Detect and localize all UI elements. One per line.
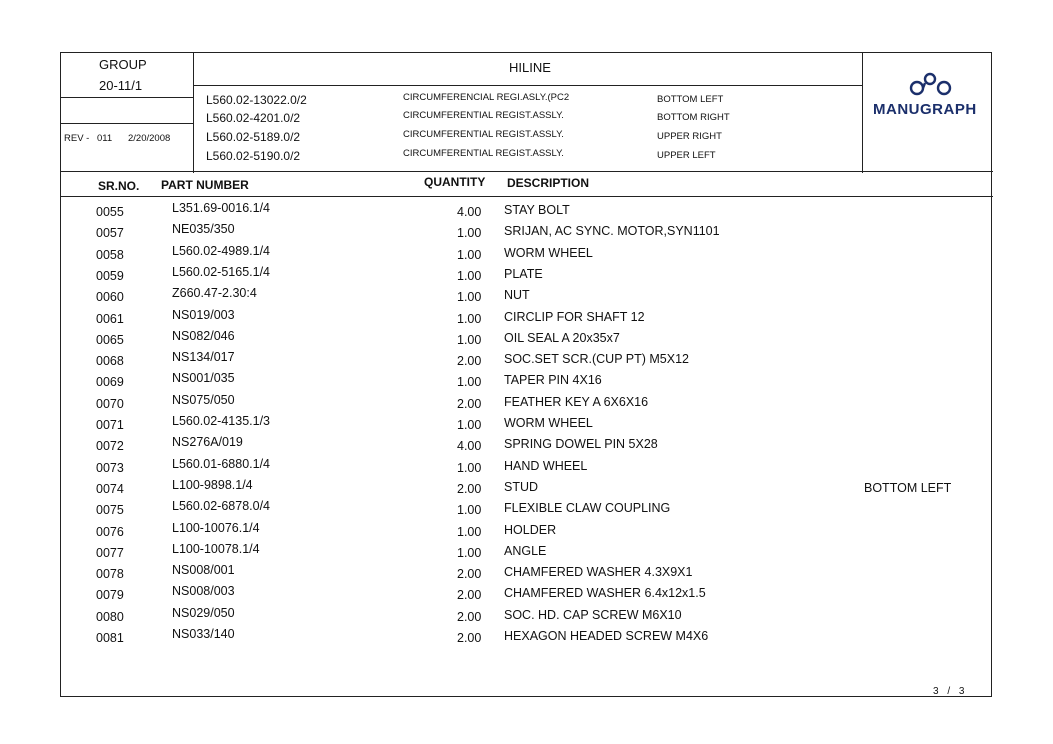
row-part-number: NS134/017	[172, 350, 235, 365]
row-description: NUT	[504, 288, 530, 303]
group-value: 20-11/1	[99, 78, 143, 93]
row-quantity: 4.00	[457, 439, 482, 454]
group-rule-1	[61, 97, 194, 98]
page-title: HILINE	[509, 60, 551, 75]
row-description: STAY BOLT	[504, 203, 570, 217]
row-srno: 0078	[96, 567, 124, 582]
table-row	[61, 627, 993, 648]
row-quantity: 1.00	[457, 247, 482, 262]
row-quantity: 1.00	[457, 460, 482, 475]
table-row	[61, 265, 993, 286]
row-srno: 0080	[96, 609, 124, 624]
row-quantity: 1.00	[457, 268, 482, 283]
row-description: ANGLE	[504, 543, 547, 558]
row-quantity: 2.00	[457, 481, 482, 496]
page-number	[933, 686, 964, 697]
table-row	[61, 222, 993, 243]
row-srno: 0070	[96, 396, 124, 411]
row-description: STUD	[504, 479, 539, 494]
assembly-desc: CIRCUMFERENTIAL REGIST.ASSLY.	[403, 148, 564, 159]
assembly-pos: UPPER RIGHT	[657, 131, 722, 142]
table-row	[61, 563, 993, 584]
row-part-number: Z660.47-2.30:4	[172, 286, 257, 301]
row-part-number: L351.69-0016.1/4	[172, 201, 271, 215]
table-row	[61, 350, 993, 371]
table-row	[61, 435, 993, 456]
table-row	[61, 308, 993, 329]
assembly-pos: BOTTOM RIGHT	[657, 112, 730, 123]
assembly-pos: UPPER LEFT	[657, 150, 716, 161]
row-part-number: L560.02-5165.1/4	[172, 264, 271, 279]
row-srno: 0069	[96, 375, 124, 390]
row-quantity: 1.00	[457, 311, 482, 326]
assembly-part: L560.02-4201.0/2	[206, 111, 301, 125]
row-srno: 0058	[96, 247, 124, 262]
assembly-part: L560.02-13022.0/2	[206, 93, 307, 107]
table-row	[61, 499, 993, 520]
row-srno: 0071	[96, 418, 124, 432]
header-bottom-rule	[61, 171, 993, 172]
row-part-number: NS001/035	[172, 371, 235, 386]
row-srno: 0059	[96, 268, 124, 283]
page-total: 3	[958, 686, 965, 697]
row-part-number: L100-9898.1/4	[172, 477, 253, 492]
table-row	[61, 606, 993, 627]
col-header-srno: SR.NO.	[98, 179, 140, 193]
row-part-number: NS008/003	[172, 584, 235, 599]
row-description: CHAMFERED WASHER 4.3X9X1	[504, 565, 693, 580]
assembly-desc: CIRCUMFERENTIAL REGIST.ASSLY.	[403, 110, 564, 121]
row-srno: 0060	[96, 290, 124, 305]
row-description: TAPER PIN 4X16	[504, 373, 602, 388]
logo-mark-icon	[873, 71, 989, 99]
row-description: HOLDER	[504, 522, 557, 537]
group-label: GROUP	[99, 57, 147, 72]
row-part-number: L560.02-4135.1/3	[172, 414, 271, 428]
row-srno: 0061	[96, 311, 124, 326]
row-quantity: 2.00	[457, 588, 482, 603]
col-header-part-number: PART NUMBER	[161, 178, 249, 192]
page-separator: /	[947, 686, 951, 697]
row-part-number: NS008/001	[172, 563, 235, 578]
row-part-number: NS033/140	[172, 627, 235, 641]
row-part-number: NS019/003	[172, 307, 235, 322]
row-srno: 0079	[96, 588, 124, 603]
assembly-desc: CIRCUMFERENCIAL REGI.ASLY.(PC2	[403, 92, 570, 103]
table-row	[61, 542, 993, 563]
row-quantity: 4.00	[457, 205, 482, 219]
table-row	[61, 584, 993, 605]
rev-value: 011	[97, 133, 113, 144]
row-part-number: NS029/050	[172, 605, 235, 620]
assembly-desc: CIRCUMFERENTIAL REGIST.ASSLY.	[403, 129, 564, 140]
row-srno: 0081	[96, 631, 124, 645]
row-quantity: 1.00	[457, 332, 482, 347]
row-quantity: 1.00	[457, 226, 482, 241]
row-description: WORM WHEEL	[504, 416, 593, 430]
rev-date: 2/20/2008	[128, 133, 171, 144]
row-description: CIRCLIP FOR SHAFT 12	[504, 309, 645, 324]
row-quantity: 1.00	[457, 503, 482, 518]
rev-label: REV -	[64, 133, 90, 144]
table-row	[61, 201, 993, 222]
logo-text: MANUGRAPH	[873, 101, 977, 118]
table-row	[61, 521, 993, 542]
table-row	[61, 371, 993, 392]
document-frame	[60, 52, 992, 697]
row-srno: 0077	[96, 545, 124, 560]
row-description: OIL SEAL A 20x35x7	[504, 330, 620, 345]
table-row	[61, 457, 993, 478]
row-description: SPRING DOWEL PIN 5X28	[504, 437, 658, 452]
assembly-part: L560.02-5190.0/2	[206, 149, 301, 163]
row-srno: 0075	[96, 503, 124, 518]
row-quantity: 2.00	[457, 609, 482, 624]
header-divider-right	[862, 53, 863, 173]
row-srno: 0073	[96, 460, 124, 475]
row-srno: 0072	[96, 439, 124, 454]
row-description: SOC. HD. CAP SCREW M6X10	[504, 607, 682, 622]
row-part-number: NS082/046	[172, 328, 235, 343]
row-quantity: 2.00	[457, 631, 482, 645]
assembly-pos: BOTTOM LEFT	[657, 94, 724, 105]
row-description: HEXAGON HEADED SCREW M4X6	[504, 629, 709, 643]
row-part-number: L560.01-6880.1/4	[172, 456, 271, 471]
row-quantity: 1.00	[457, 290, 482, 305]
row-quantity: 2.00	[457, 354, 482, 369]
page-current: 3	[933, 686, 939, 697]
row-note: BOTTOM LEFT	[864, 480, 952, 495]
row-description: PLATE	[504, 266, 543, 281]
col-header-quantity: QUANTITY	[424, 175, 486, 189]
row-quantity: 1.00	[457, 375, 482, 390]
row-srno: 0057	[96, 226, 124, 241]
row-srno: 0068	[96, 354, 124, 369]
row-srno: 0076	[96, 524, 124, 539]
row-part-number: NS276A/019	[172, 435, 243, 450]
table-row	[61, 286, 993, 307]
row-srno: 0055	[96, 205, 124, 219]
company-logo	[873, 71, 989, 121]
row-part-number: NS075/050	[172, 392, 235, 407]
row-description: SRIJAN, AC SYNC. MOTOR,SYN1101	[504, 224, 720, 239]
row-part-number: L100-10076.1/4	[172, 520, 260, 535]
row-description: CHAMFERED WASHER 6.4x12x1.5	[504, 586, 706, 601]
row-description: FLEXIBLE CLAW COUPLING	[504, 501, 671, 516]
row-quantity: 1.00	[457, 545, 482, 560]
assembly-part: L560.02-5189.0/2	[206, 130, 301, 144]
header-divider-left	[193, 53, 194, 173]
table-row	[61, 329, 993, 350]
row-quantity: 2.00	[457, 396, 482, 411]
column-header-rule	[61, 196, 993, 197]
row-description: FEATHER KEY A 6X6X16	[504, 394, 649, 409]
table-row	[61, 244, 993, 265]
row-part-number: NE035/350	[172, 222, 235, 237]
row-srno: 0065	[96, 332, 124, 347]
row-part-number: L560.02-4989.1/4	[172, 243, 271, 258]
row-quantity: 2.00	[457, 567, 482, 582]
row-quantity: 1.00	[457, 524, 482, 539]
row-part-number: L560.02-6878.0/4	[172, 499, 271, 514]
col-header-description: DESCRIPTION	[507, 176, 590, 190]
row-part-number: L100-10078.1/4	[172, 541, 260, 556]
table-row	[61, 478, 993, 499]
table-row	[61, 414, 993, 435]
table-row	[61, 393, 993, 414]
row-description: SOC.SET SCR.(CUP PT) M5X12	[504, 352, 689, 367]
group-rule-2	[61, 123, 194, 124]
row-description: WORM WHEEL	[504, 245, 593, 260]
row-srno: 0074	[96, 481, 124, 496]
row-description: HAND WHEEL	[504, 458, 588, 473]
row-quantity: 1.00	[457, 418, 482, 432]
title-rule	[193, 85, 863, 86]
